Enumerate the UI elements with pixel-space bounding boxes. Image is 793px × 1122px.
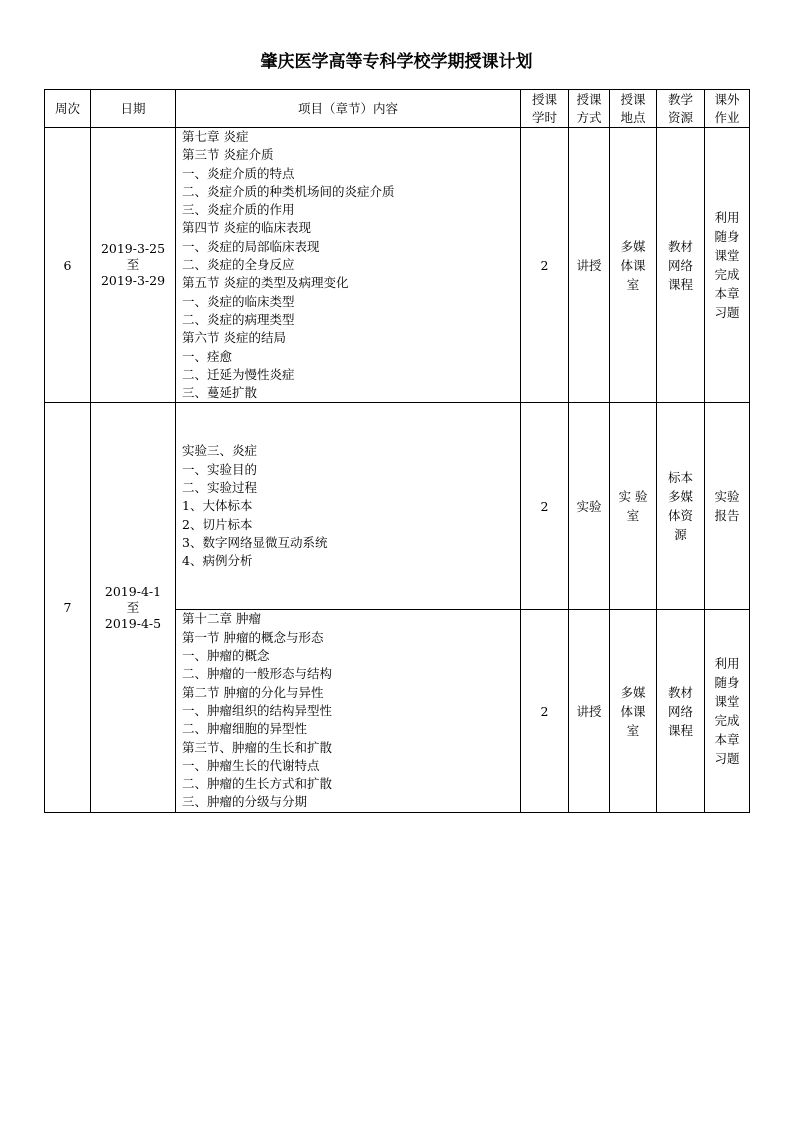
- date-line: 至: [126, 257, 140, 273]
- resources-line: 网络: [667, 257, 693, 273]
- homework-line: 完成: [714, 713, 740, 729]
- header-row: [45, 90, 750, 128]
- hours-cell: 2: [521, 403, 569, 610]
- resources-line: 多媒: [667, 489, 693, 505]
- resources-cell: [657, 610, 705, 812]
- homework-line: 报告: [714, 508, 740, 524]
- content-line: 一、肿瘤组织的结构异型性: [182, 702, 333, 718]
- content-cell: [176, 128, 521, 403]
- content-line: 第七章 炎症: [182, 129, 249, 144]
- content-line: 第二节 肿瘤的分化与异性: [182, 684, 324, 700]
- resources-cell: [657, 403, 705, 610]
- content-line: 二、炎症的全身反应: [182, 257, 295, 273]
- page-title: 肇庆医学高等专科学校学期授课计划: [260, 52, 533, 72]
- method-cell: 讲授: [569, 128, 610, 403]
- content-line: 三、蔓延扩散: [182, 385, 258, 401]
- content-line: 二、迁延为慢性炎症: [182, 366, 295, 382]
- location-line: 实 验: [618, 489, 648, 505]
- resources-line: 教材: [667, 684, 693, 700]
- content-line: 实验三、炎症: [182, 443, 258, 459]
- homework-line: 习题: [714, 305, 740, 321]
- header-date: 日期: [91, 90, 176, 128]
- hours-cell: 2: [521, 128, 569, 403]
- header-week: 周次: [45, 90, 91, 128]
- content-line: 二、肿瘤的生长方式和扩散: [182, 776, 333, 792]
- content-line: 二、炎症的病理类型: [182, 311, 295, 327]
- teaching-plan-table: [44, 89, 750, 813]
- date-cell: [91, 403, 176, 812]
- homework-cell: [705, 610, 750, 812]
- homework-line: 随身: [714, 229, 740, 245]
- header-hours: 授课 学时: [521, 90, 569, 128]
- content-line: 1、大体标本: [182, 498, 253, 514]
- location-cell: [610, 610, 657, 812]
- content-line: 三、炎症介质的作用: [182, 202, 295, 218]
- content-cell: [176, 610, 521, 812]
- content-line: 一、肿瘤的概念: [182, 648, 270, 664]
- content-line: 第三节、肿瘤的生长和扩散: [182, 739, 333, 755]
- content-line: 第十二章 肿瘤: [182, 611, 261, 627]
- content-line: 一、实验目的: [182, 461, 258, 477]
- content-line: 第五节 炎症的类型及病理变化: [182, 275, 349, 291]
- content-line: 二、炎症介质的种类机场间的炎症介质: [182, 183, 395, 199]
- location-line: 多媒: [620, 684, 646, 700]
- header-method: 授课 方式: [569, 90, 610, 128]
- homework-line: 课堂: [714, 694, 740, 710]
- header-resources: 教学 资源: [657, 90, 705, 128]
- content-line: 3、数字网络显微互动系统: [182, 534, 328, 550]
- content-line: 二、肿瘤的一般形态与结构: [182, 666, 333, 682]
- header-content: 项目（章节）内容: [176, 90, 521, 128]
- content-line: 第六节 炎症的结局: [182, 330, 286, 346]
- homework-line: 习题: [714, 751, 740, 767]
- method-cell: 讲授: [569, 610, 610, 812]
- resources-cell: [657, 128, 705, 403]
- table-row: [45, 403, 750, 610]
- content-line: 一、肿瘤生长的代谢特点: [182, 757, 320, 773]
- header-homework: 课外 作业: [705, 90, 750, 128]
- location-line: 体课: [620, 257, 646, 273]
- date-line: 2019-4-5: [104, 615, 162, 631]
- resources-line: 课程: [667, 722, 693, 738]
- content-line: 三、肿瘤的分级与分期: [182, 794, 308, 810]
- resources-line: 标本: [667, 470, 693, 486]
- content-line: 4、病例分析: [182, 553, 253, 569]
- homework-line: 利用: [714, 210, 740, 226]
- content-line: 第四节 炎症的临床表现: [182, 220, 311, 236]
- location-line: 体课: [620, 703, 646, 719]
- date-line: 2019-3-25: [100, 241, 166, 257]
- resources-line: 网络: [667, 703, 693, 719]
- content-line: 一、炎症的临床类型: [182, 293, 295, 309]
- week-cell: 7: [45, 403, 91, 812]
- homework-line: 实验: [714, 489, 740, 505]
- location-line: 多媒: [620, 238, 646, 254]
- content-line: 一、炎症介质的特点: [182, 165, 295, 181]
- resources-line: 课程: [667, 276, 693, 292]
- homework-line: 利用: [714, 656, 740, 672]
- location-cell: [610, 403, 657, 610]
- location-cell: [610, 128, 657, 403]
- content-line: 二、肿瘤细胞的异型性: [182, 721, 308, 737]
- content-line: 二、实验过程: [182, 480, 258, 495]
- homework-line: 本章: [714, 286, 740, 302]
- homework-line: 课堂: [714, 248, 740, 264]
- date-line: 至: [126, 599, 140, 615]
- resources-line: 体资: [667, 508, 693, 524]
- content-line: 2、切片标本: [182, 516, 253, 532]
- resources-line: 源: [674, 527, 687, 543]
- date-cell: [91, 128, 176, 403]
- content-line: 一、痊愈: [182, 348, 233, 364]
- hours-cell: 2: [521, 610, 569, 812]
- table-row: [45, 128, 750, 403]
- date-line: 2019-4-1: [104, 583, 162, 599]
- location-line: 室: [626, 276, 640, 292]
- homework-cell: [705, 403, 750, 610]
- homework-line: 本章: [714, 732, 740, 748]
- week-cell: 6: [45, 128, 91, 403]
- header-location: 授课 地点: [610, 90, 657, 128]
- homework-line: 完成: [714, 267, 740, 283]
- resources-line: 教材: [667, 238, 693, 254]
- content-line: 第一节 肿瘤的概念与形态: [182, 629, 324, 645]
- location-line: 室: [626, 508, 640, 524]
- homework-cell: [705, 128, 750, 403]
- content-line: 第三节 炎症介质: [182, 147, 274, 163]
- homework-line: 随身: [714, 675, 740, 691]
- content-cell: [176, 403, 521, 610]
- content-line: 一、炎症的局部临床表现: [182, 238, 320, 254]
- method-cell: 实验: [569, 403, 610, 610]
- location-line: 室: [626, 722, 640, 738]
- date-line: 2019-3-29: [100, 273, 166, 289]
